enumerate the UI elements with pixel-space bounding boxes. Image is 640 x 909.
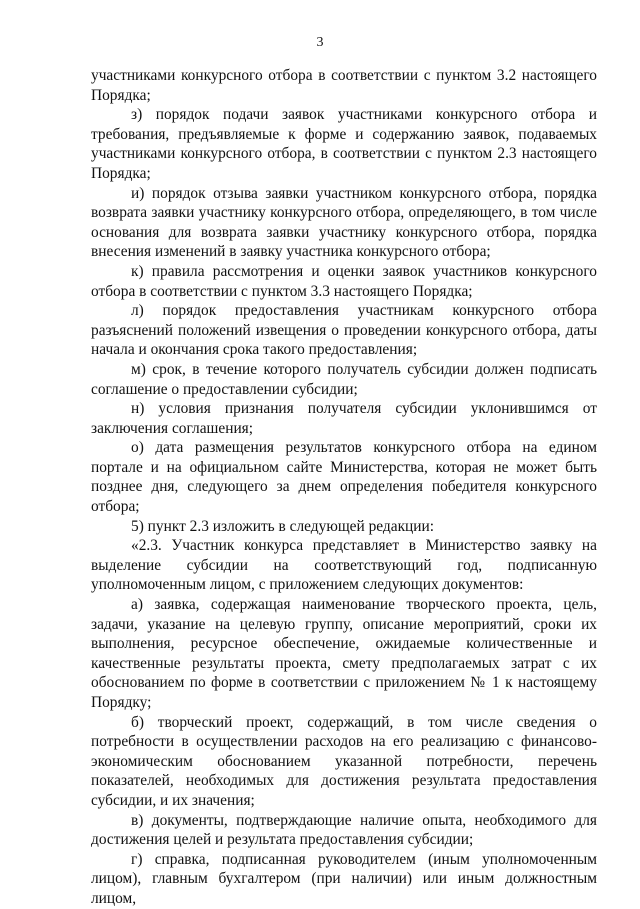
paragraph-item-b: б) творческий проект, содержащий, в том числе сведения о потребности в осуществлении расходов на его реализацию с финансово-экономическим обоснованием указанной потребности, перечень показателей, необходимых для достижения результата предоставления субсидии, и их значения; bbox=[91, 713, 597, 809]
paragraph-item-z: з) порядок подачи заявок участниками конкурсного отбора и требования, предъявляемые к форме и содержанию заявок, подаваемых участниками конкурсного отбора, в соответствии с пунктом 2.3 настоящего Порядка; bbox=[91, 106, 597, 182]
paragraph-item-a: а) заявка, содержащая наименование творческого проекта, цель, задачи, указание на целевую группу, описание мероприятий, сроки их выполнения, ресурсное обеспечение, ожидаемые количественные и качественные результаты проекта, смету предполагаемых затрат с их обоснованием по форме в соответствии с приложением № 1 к настоящему Порядку; bbox=[91, 596, 597, 711]
paragraph-item-5: 5) пункт 2.3 изложить в следующей редакции: bbox=[131, 517, 435, 535]
paragraph-continuation: участниками конкурсного отбора в соответствии с пунктом 3.2 настоящего Порядка; bbox=[91, 67, 597, 104]
paragraph-item-m: м) срок, в течение которого получатель субсидии должен подписать соглашение о предоставлении субсидии; bbox=[91, 360, 597, 398]
paragraph-item-o: о) дата размещения результатов конкурсного отбора на едином портале и на официальном сайте Министерства, которая не может быть позднее дня, следующего за днем определения победителя конкурсного отбора; bbox=[91, 439, 597, 516]
paragraph-clause-2-3: «2.3. Участник конкурса представляет в Министерство заявку на выделение субсидии на соответствующий год, подписанную уполномоченным лицом, с приложением следующих документов: bbox=[91, 537, 597, 594]
document-body bbox=[91, 66, 597, 909]
paragraph-item-n: н) условия признания получателя субсидии уклонившимся от заключения соглашения; bbox=[91, 400, 597, 437]
paragraph-item-k: к) правила рассмотрения и оценки заявок участников конкурсного отбора в соответствии с пунктом 3.3 настоящего Порядка; bbox=[91, 262, 597, 300]
paragraph-item-l: л) порядок предоставления участникам конкурсного отбора разъяснений положений извещения о проведении конкурсного отбора, даты начала и окончания срока такого предоставления; bbox=[91, 302, 597, 359]
paragraph-item-i: и) порядок отзыва заявки участником конкурсного отбора, порядка возврата заявки участнику конкурсного отбора, определяющего, в том числе основания для возврата заявки участнику конкурсного отбора, порядка внесения изменений в заявку участника конкурсного отбора; bbox=[91, 184, 597, 261]
page-number: 3 bbox=[316, 35, 324, 50]
paragraph-item-g: г) справка, подписанная руководителем (иным уполномоченным лицом), главным бухгалтером (при наличии) или иным должностным лицом, bbox=[91, 850, 597, 907]
paragraph-item-v: в) документы, подтверждающие наличие опыта, необходимого для достижения целей и результата предоставления субсидии; bbox=[91, 811, 597, 849]
